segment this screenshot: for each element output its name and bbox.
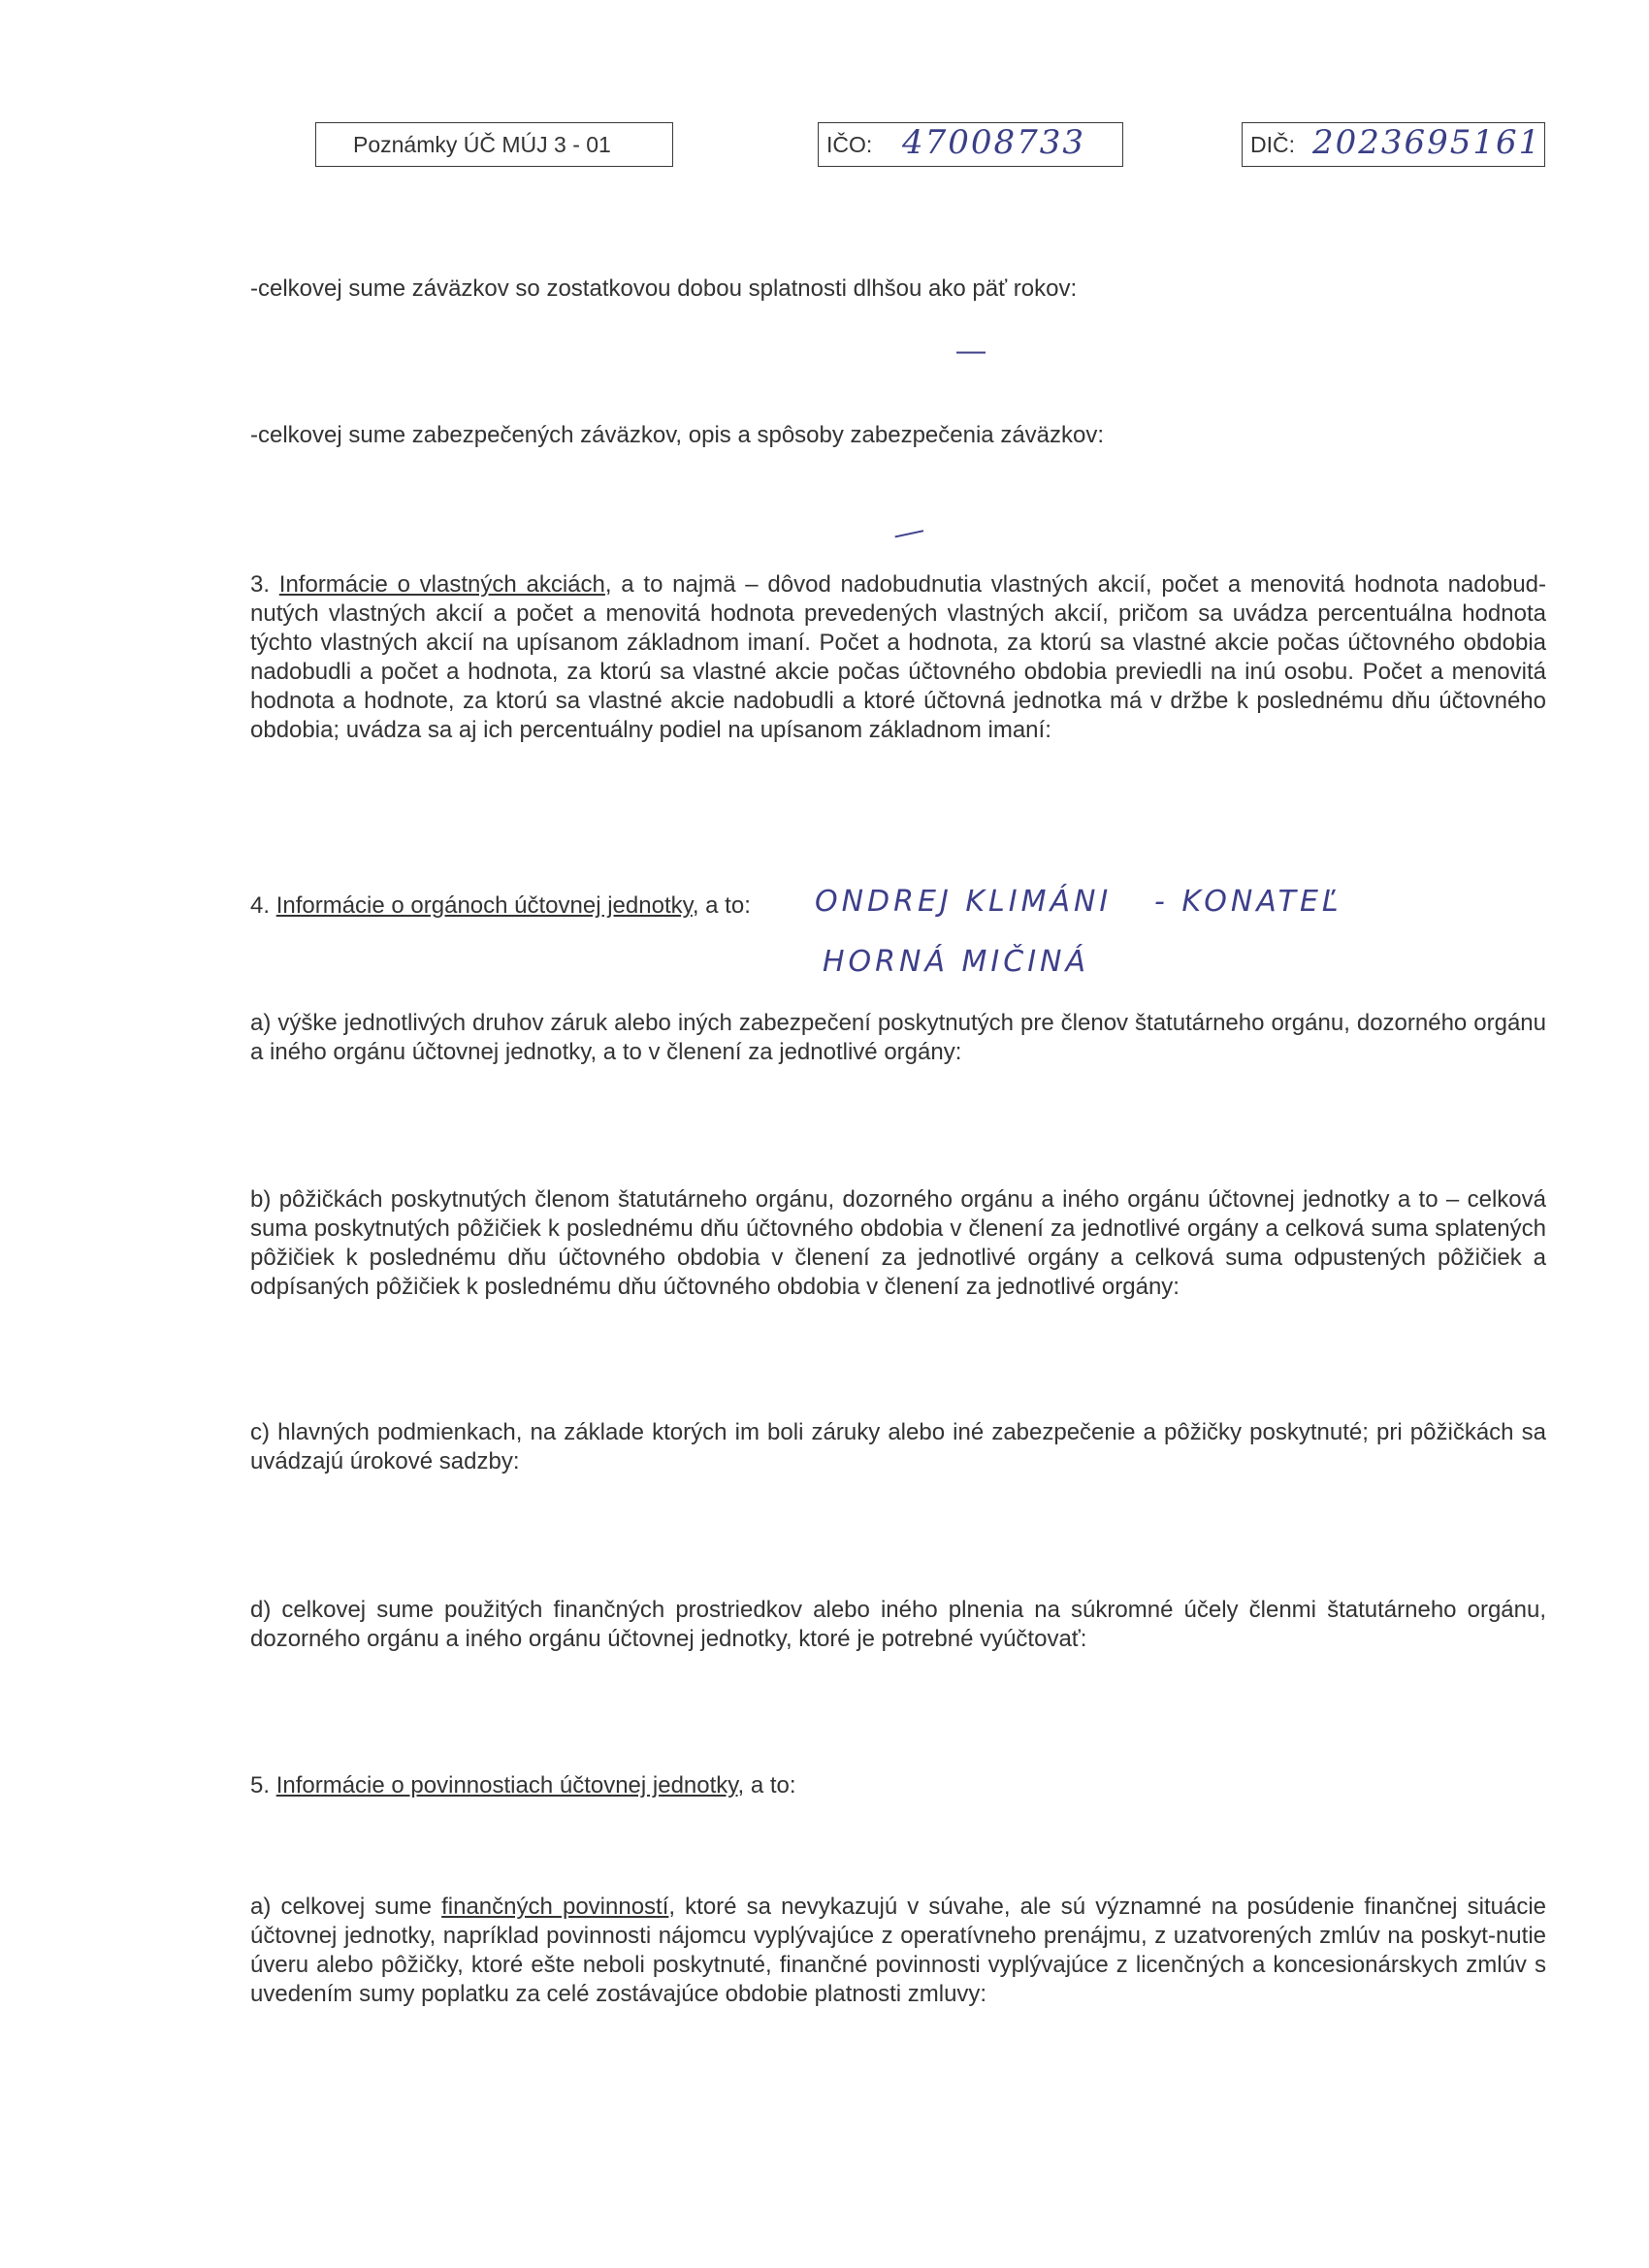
handwritten-director-name: ONDREJ KLIMÁNI: [815, 885, 1113, 919]
section-4a-text: a) výške jednotlivých druhov záruk alebo iných zabezpečení poskytnutých pre členov štatutárneho orgánu, dozorného orgánu a iného orgánu účtovnej jednotky, a to v členení za jednotlivé orgány:: [250, 1010, 1546, 1065]
section-3-number: 3.: [250, 571, 271, 598]
section-5-title: Informácie o povinnostiach účtovnej jednotky: [275, 1772, 738, 1798]
handwritten-director-address: HORNÁ MIČINÁ: [823, 945, 1090, 979]
section-4-number: 4.: [250, 892, 271, 919]
form-code-box: [315, 122, 673, 167]
section-5a-prefix: a) celkovej sume: [250, 1894, 442, 1920]
form-code-label: Poznámky ÚČ MÚJ 3 - 01: [353, 132, 611, 157]
ico-value-handwritten: 47008733: [902, 123, 1086, 162]
section-4c-text: c) hlavných podmienkach, na základe ktorých im boli záruky alebo iné zabezpečenie a pôžičky poskytnuté; pri pôžičkách sa uvádzajú úrokové sadzby:: [250, 1419, 1546, 1474]
dic-value-handwritten: 2023695161: [1312, 123, 1542, 162]
section-4-suffix: , a to:: [692, 892, 751, 919]
section-5-suffix: , a to:: [737, 1772, 796, 1798]
section-5a-text: [250, 1893, 1546, 2009]
section-4d-text: d) celkovej sume použitých finančných prostriedkov alebo iného plnenia na súkromné účely členmi štatutárneho orgánu, dozorného orgánu a iného orgánu účtovnej jednotky, ktoré je potrebné vyúčtovať:: [250, 1597, 1546, 1652]
section-5-number: 5.: [250, 1772, 271, 1798]
section-5a-link: finančných povinností: [441, 1894, 669, 1920]
dic-label: DIČ:: [1250, 132, 1295, 157]
section-3-title: Informácie o vlastných akciách: [278, 571, 605, 598]
section-5-heading: [250, 1771, 1546, 1800]
ico-label: IČO:: [826, 132, 873, 157]
dic-box: [1242, 122, 1545, 167]
secured-liabilities-text: -celkovej sume zabezpečených záväzkov, opis a spôsoby zabezpečenia záväzkov:: [250, 422, 1105, 448]
section-4-title: Informácie o orgánoch účtovnej jednotky: [275, 892, 693, 919]
section-3-paragraph: [250, 570, 1546, 745]
section-4-heading: [250, 891, 793, 921]
ico-box: [818, 122, 1123, 167]
section-3-text: , a to najmä – dôvod nadobudnutia vlastných akcií, počet a menovitá hodnota nadobud-nutých vlastných akcií a počet a menovitá hodnota prevedených vlastných akcií, pričom sa uvádza percentuálna hodnota týchto vlastných akcií na upísanom základnom imaní. Počet a hodnota, za ktorú sa vlastné akcie počas účtovného obdobia nadobudli a počet a hodnota, za ktorú sa vlastné akcie počas účtovného obdobia previedli na inú osobu. Počet a menovitá hodnota a hodnote, za ktorú sa vlastné akcie nadobudli a ktoré účtovná jednotka má v držbe k poslednému dňu účtovného obdobia; uvádza sa aj ich percentuálny podiel na upísanom základnom imaní:: [250, 571, 1547, 743]
section-4b-text: b) pôžičkách poskytnutých členom štatutárneho orgánu, dozorného orgánu a iného orgánu účtovnej jednotky a to – celková suma poskytnutých pôžičiek k poslednému dňu účtovného obdobia v členení za jednotlivé orgány a celková suma splatených pôžičiek k poslednému dňu účtovného obdobia v členení za jednotlivé orgány a celková suma odpustených pôžičiek a odpísaných pôžičiek k poslednému dňu účtovného obdobia v členení za jednotlivé orgány:: [250, 1186, 1546, 1300]
long-liabilities-text: -celkovej sume záväzkov so zostatkovou dobou splatnosti dlhšou ako päť rokov:: [250, 275, 1078, 302]
handwritten-director-role: - KONATEĽ: [1154, 885, 1342, 919]
long-liabilities-answer: —: [956, 335, 986, 367]
secured-liabilities-answer: —: [890, 513, 926, 551]
section-5a-body: , ktoré sa nevykazujú v súvahe, ale sú významné na posúdenie finančnej situácie účtovnej jednotky, napríklad povinnosti nájomcu vyplývajúce z operatívneho prenájmu, z uzatvorených zmlúv na poskyt-nutie úveru alebo pôžičky, ktoré ešte neboli poskytnuté, finančné povinnosti vyplývajúce z licenčných a koncesionárskych zmlúv s uvedením sumy poplatku za celé zostávajúce obdobie platnosti zmluvy:: [250, 1894, 1546, 2007]
